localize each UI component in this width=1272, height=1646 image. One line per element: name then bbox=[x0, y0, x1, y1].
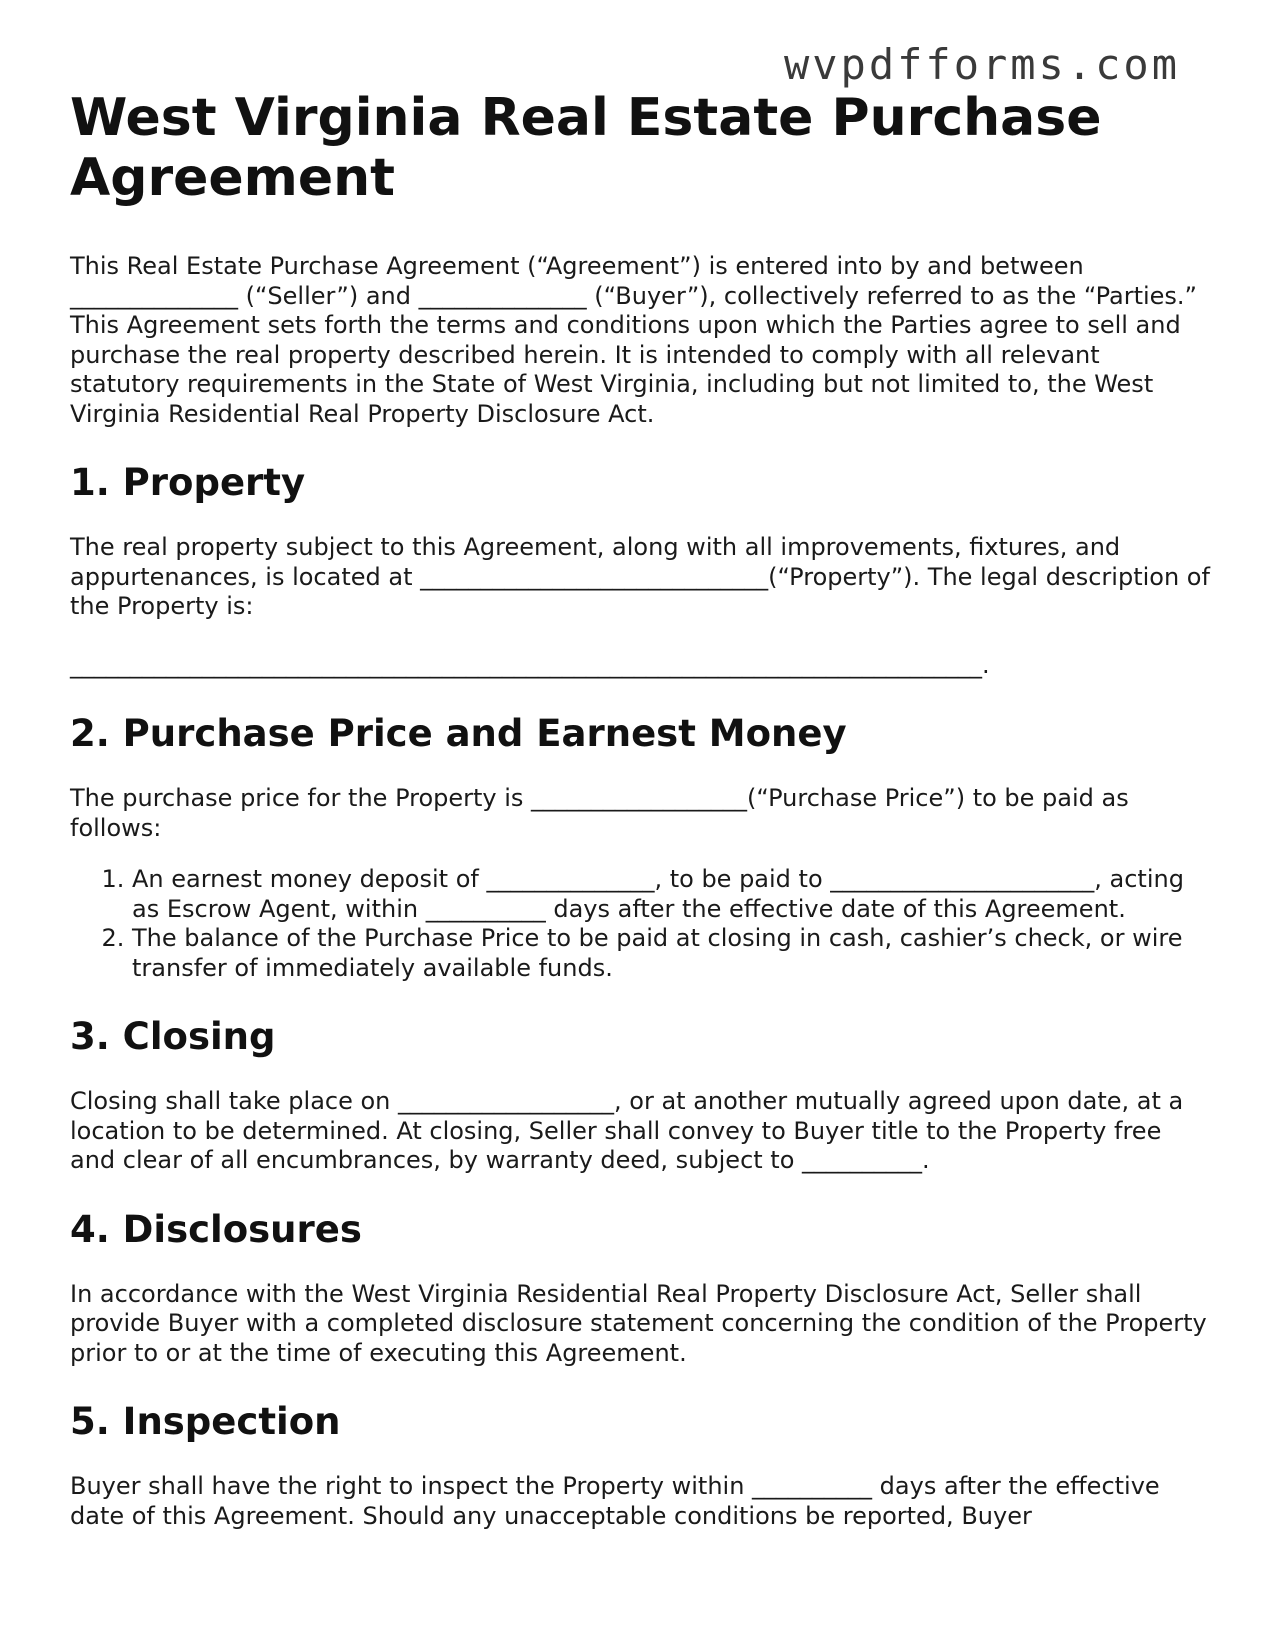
section-heading-price: 2. Purchase Price and Earnest Money bbox=[70, 712, 847, 755]
section-heading-property: 1. Property bbox=[70, 461, 306, 504]
section-heading-disclosures: 4. Disclosures bbox=[70, 1207, 362, 1251]
watermark: wvpdfforms.com bbox=[783, 40, 1180, 89]
closing-paragraph: Closing shall take place on __________________, or at another mutually agreed upon date, at a location to be determined. At closing, Seller shall convey to Buyer title to the Property free and clear of all encumbrances, by warranty deed, subject to __________. bbox=[70, 1087, 1184, 1174]
disclosures-paragraph: In accordance with the West Virginia Residential Real Property Disclosure Act, Seller shall provide Buyer with a completed disclosure statement concerning the condition of the Property prior to or at the time of executing this Agreement. bbox=[70, 1279, 1207, 1367]
inspection-paragraph: Buyer shall have the right to inspect the Property within __________ days after the effective date of this Agreement. Should any unacceptable conditions be reported, Buyer bbox=[70, 1472, 1160, 1530]
document-page bbox=[70, 88, 1210, 1531]
intro-paragraph: This Real Estate Purchase Agreement (“Agreement”) is entered into by and between ______________ (“Seller”) and ______________ (“Buyer”), collectively referred to as the “Parties.” This Agreement sets forth the terms and conditions upon which the Parties agree to sell and purchase the real property described herein. It is intended to comply with all relevant statutory requirements in the State of West Virginia, including but not limited to, the West Virginia Residential Real Property Disclosure Act. bbox=[70, 252, 1197, 428]
price-paragraph: The purchase price for the Property is __________________(“Purchase Price”) to be paid as follows: bbox=[70, 784, 1129, 842]
payment-list bbox=[70, 865, 1210, 983]
document-title: West Virginia Real Estate Purchase Agreement bbox=[70, 88, 1102, 208]
legal-description-line: ____________________________________________________________________________. bbox=[70, 650, 990, 679]
list-item: 1. An earnest money deposit of ______________, to be paid to ______________________, acting as Escrow Agent, within __________ days after the effective date of this Agreement. bbox=[132, 865, 1210, 924]
section-heading-inspection: 5. Inspection bbox=[70, 1400, 341, 1443]
property-paragraph: The real property subject to this Agreement, along with all improvements, fixtures, and appurtenances, is located at _____________________________(“Property”). The legal description of the Property is: bbox=[70, 533, 1210, 620]
list-item: 2. The balance of the Purchase Price to be paid at closing in cash, cashier’s check, or wire transfer of immediately available funds. bbox=[132, 924, 1210, 983]
section-heading-closing: 3. Closing bbox=[70, 1015, 276, 1058]
